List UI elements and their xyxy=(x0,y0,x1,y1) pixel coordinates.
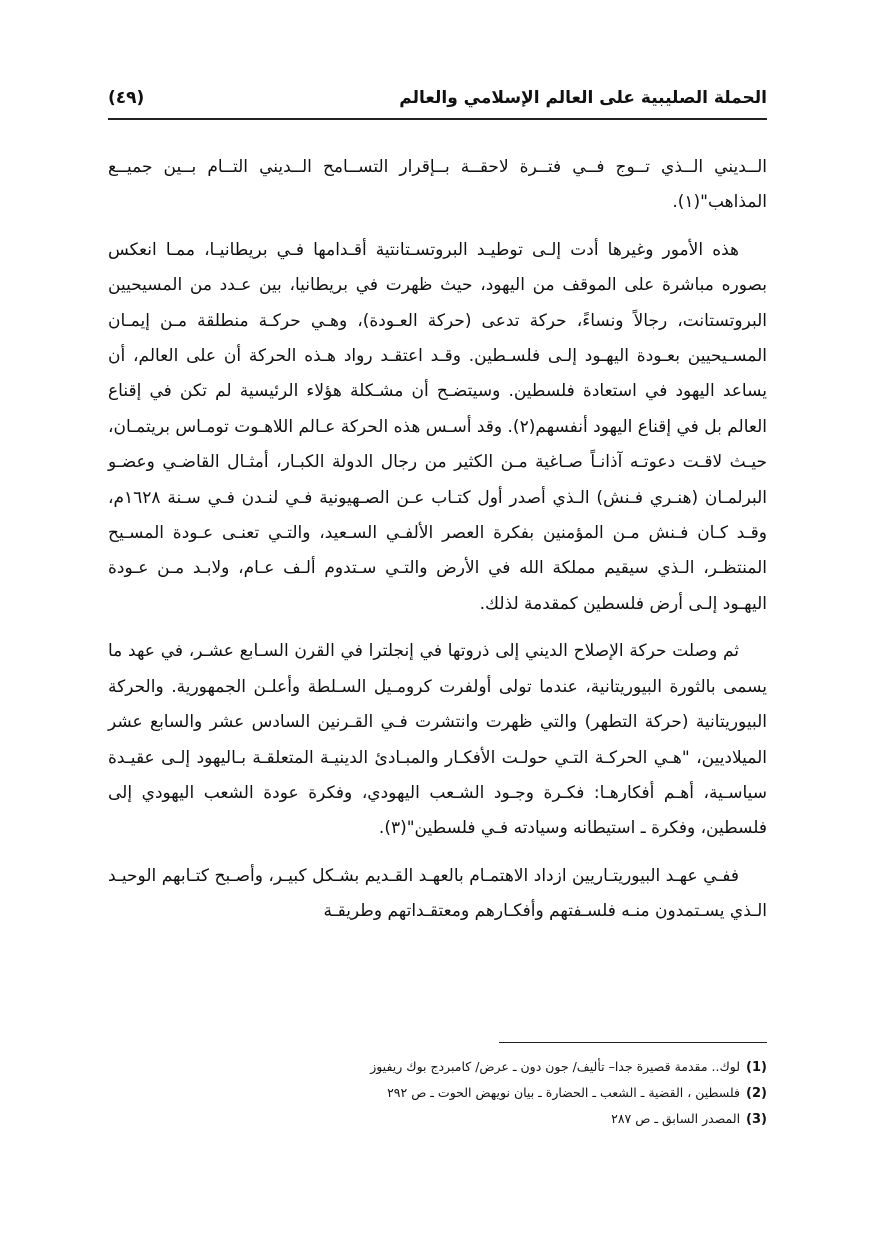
paragraph-2: هذه الأمور وغيرها أدت إلـى توطيـد البروتسـتانتية أقـدامها فـي بريطانيـا، ممـا انعكس بصوره مباشرة على الموقف من اليهود، حيث ظهرت في بريطانيا، بين عـدد من المسيحيين البروتستانت، رجالاً ونساءً، حركة تدعى (حركة العـودة)، وهـي حركـة منطلقة مـن إيمـان المسـيحيين بعـودة اليهـود إلـى فلسـطين. وقـد اعتقـد رواد هـذه الحركة أن على العالم، أن يساعد اليهود في استعادة فلسطين. وسيتضـح أن مشـكلة هؤلاء الرئيسية لم تكن في إقناع العالم بل في إقناع اليهود أنفسهم(٢). وقد أسـس هذه الحركة عـالم اللاهـوت تومـاس بريتمـان، حيـث لاقـت دعوتـه آذانـاً صـاغية مـن الكثير من رجال الدولة الكبـار، أمثـال القاضـي وعضـو البرلمـان (هنـري فـنش) الـذي أصدر أول كتـاب عـن الصـهيونية فـي لنـدن فـي سـنة ١٦٢٨م، وقـد كـان فـنش مـن المؤمنين بفكرة العصر الألفـي السـعيد، والتـي تعنـى عـودة المسـيح المنتظـر، الـذي سيقيم مملكة الله في الأرض والتـي سـتدوم ألـف عـام، ولابـد مـن عـودة اليهـود إلـى أرض فلسطين كمقدمة لذلك. xyxy=(108,239,767,614)
footnote-1 xyxy=(108,1054,767,1080)
footnote-number: (3) xyxy=(746,1112,767,1127)
footnote-text: المصدر السابق ـ ص ٢٨٧ xyxy=(611,1111,741,1126)
footnotes xyxy=(108,1054,767,1132)
body-text xyxy=(108,150,767,942)
footnote-divider xyxy=(499,1042,767,1043)
paragraph-4: ففـي عهـد البيوريتـاريين ازداد الاهتمـام بالعهـد القـديم بشـكل كبيـر، وأصـبح كتـابهم الوحيـد الـذي يسـتمدون منـه فلسـفتهم وأفكـارهم ومعتقـداتهم وطريقـة xyxy=(108,865,767,922)
footnote-number: (2) xyxy=(746,1086,767,1101)
footnote-number: (1) xyxy=(746,1060,767,1075)
paragraph-3: ثم وصلت حركة الإصلاح الديني إلى ذروتها في إنجلترا في القرن السـابع عشـر، في عهد ما يسمى بالثورة البيوريتانية، عندما تولى أولفرت كرومـيل السـلطة وأعلـن الجمهورية. والحركة البيوريتانية (حركة التطهر) والتي ظهرت وانتشرت فـي القـرنين السادس عشر والسابع عشر الميلاديين، "هـي الحركـة التـي حولـت الأفكـار والمبـادئ الدينيـة المتعلقـة بـاليهود إلـى عقيـدة سياسـية، أهـم أفكارهـا: فكـرة وجـود الشـعب اليهودي، وفكرة عودة الشعب اليهودي إلى فلسطين، وفكرة ـ استيطانه وسيادته فـي فلسطين"(٣). xyxy=(108,641,767,839)
footnote-text: لوك.. مقدمة قصيرة جدا– تأليف/ جون دون ـ عرض/ كامبردج بوك ريفيوز xyxy=(370,1059,741,1074)
footnote-text: فلسطين ، القضية ـ الشعب ـ الحضارة ـ بيان نويهض الحوت ـ ص ٢٩٢ xyxy=(387,1085,741,1100)
paragraph-1: الــديني الــذي تــوج فــي فتــرة لاحقــة بــإقرار التســامح الــديني التــام بــين جميــع المذاهب"(١). xyxy=(108,157,767,213)
book-title: الحملة الصليبية على العالم الإسلامي والعالم xyxy=(399,88,767,108)
footnote-3 xyxy=(108,1106,767,1132)
running-header xyxy=(108,88,767,120)
footnote-2 xyxy=(108,1080,767,1106)
page-number: (٤٩) xyxy=(108,88,145,108)
